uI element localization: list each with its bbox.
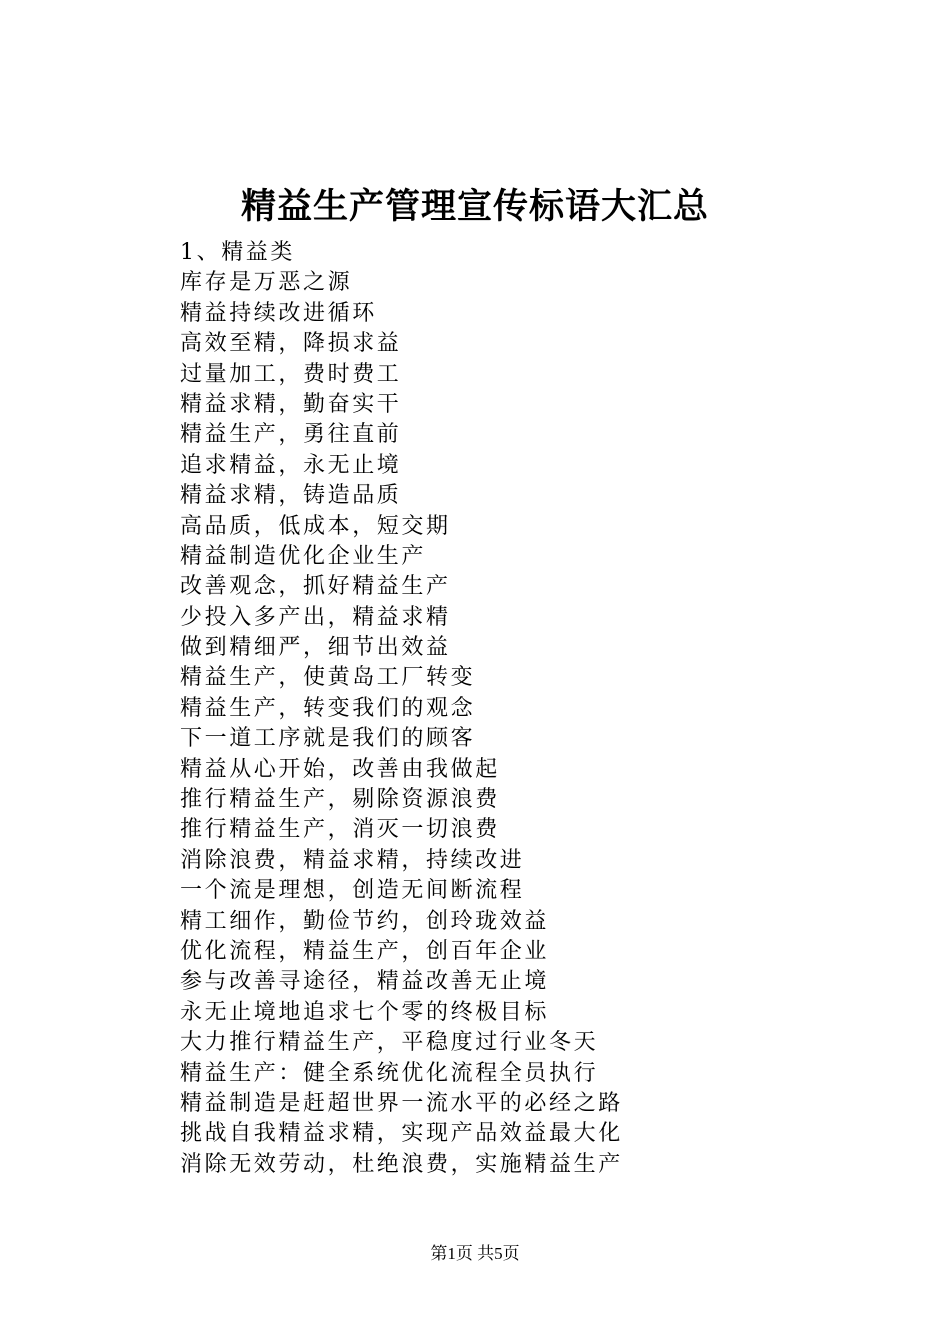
slogan-line: 精益持续改进循环 [180,300,377,326]
slogan-line: 过量加工，费时费工 [180,361,402,387]
slogan-line: 下一道工序就是我们的顾客 [180,726,476,752]
slogan-line: 精益生产：健全系统优化流程全员执行 [180,1060,599,1086]
slogan-line: 高品质，低成本，短交期 [180,513,451,539]
slogan-line: 精益生产，转变我们的观念 [180,695,476,721]
slogan-line: 精益制造优化企业生产 [180,543,427,569]
slogan-line: 优化流程，精益生产，创百年企业 [180,938,550,964]
slogan-list [180,238,880,1180]
page-footer: 第1页 共5页 [430,1244,520,1263]
slogan-line: 消除无效劳动，杜绝浪费，实施精益生产 [180,1151,623,1177]
section-heading: 1、精益类 [180,240,295,265]
slogan-line: 精益从心开始，改善由我做起 [180,756,500,782]
slogan-line: 推行精益生产，消灭一切浪费 [180,817,500,843]
slogan-line: 精益生产，使黄岛工厂转变 [180,665,476,691]
slogan-line: 一个流是理想，创造无间断流程 [180,878,525,904]
slogan-line: 精益求精，勤奋实干 [180,391,402,417]
slogan-line: 库存是万恶之源 [180,270,353,296]
slogan-line: 精工细作，勤俭节约，创玲珑效益 [180,908,550,934]
slogan-line: 改善观念，抓好精益生产 [180,574,451,600]
document-title: 精益生产管理宣传标语大汇总 [240,186,709,227]
slogan-line: 少投入多产出，精益求精 [180,604,451,630]
slogan-line: 推行精益生产，剔除资源浪费 [180,787,500,813]
slogan-line: 精益求精，铸造品质 [180,483,402,509]
slogan-line: 消除浪费，精益求精，持续改进 [180,847,525,873]
slogan-line: 精益生产，勇往直前 [180,422,402,448]
slogan-line: 追求精益，永无止境 [180,452,402,478]
slogan-line: 做到精细严，细节出效益 [180,635,451,661]
slogan-line: 挑战自我精益求精，实现产品效益最大化 [180,1121,623,1147]
slogan-line: 大力推行精益生产，平稳度过行业冬天 [180,1030,599,1056]
slogan-line: 高效至精，降损求益 [180,331,402,357]
slogan-line: 精益制造是赶超世界一流水平的必经之路 [180,1090,623,1116]
slogan-line: 参与改善寻途径，精益改善无止境 [180,969,550,995]
slogan-line: 永无止境地追求七个零的终极目标 [180,999,550,1025]
